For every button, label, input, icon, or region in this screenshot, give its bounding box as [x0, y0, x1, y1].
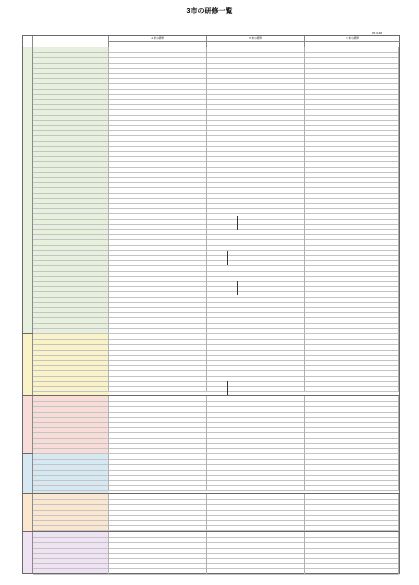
table-section-1: [23, 47, 399, 334]
section-category-label: [23, 454, 33, 493]
table-section-2: [23, 334, 399, 396]
table-section-4: [23, 454, 399, 494]
section-rows: [33, 47, 399, 333]
row-divider: [33, 574, 399, 575]
header-category: [23, 36, 33, 47]
table-section-3: [23, 396, 399, 454]
row-divider: [33, 391, 399, 392]
section-category-label: [23, 494, 33, 531]
document-title: 3市の研修一覧: [186, 8, 233, 15]
intro-text: [22, 20, 378, 31]
header-item: [33, 36, 109, 47]
section-rows: [33, 532, 399, 573]
row-divider: [33, 490, 399, 491]
section-category-label: [23, 532, 33, 573]
header-city-b: Ｂ市の研修: [207, 36, 305, 42]
section-rows: [33, 334, 399, 395]
table-section-5: [23, 494, 399, 532]
bracket-note: [227, 381, 229, 395]
header-city-c: Ｃ市の研修: [305, 36, 400, 42]
bracket-note: [237, 281, 239, 295]
bracket-note: [237, 216, 239, 230]
section-rows: [33, 396, 399, 453]
bracket-note: [227, 251, 229, 265]
section-category-label: [23, 396, 33, 453]
section-category-label: [23, 47, 33, 333]
training-comparison-table: [22, 35, 400, 574]
section-rows: [33, 454, 399, 493]
table-section-6: [23, 532, 399, 574]
section-rows: [33, 494, 399, 531]
section-category-label: [23, 334, 33, 395]
header-city-a: Ａ市の研修: [109, 36, 207, 42]
intro-line-3: [22, 27, 378, 31]
document-date: 07.3.26: [372, 31, 383, 35]
